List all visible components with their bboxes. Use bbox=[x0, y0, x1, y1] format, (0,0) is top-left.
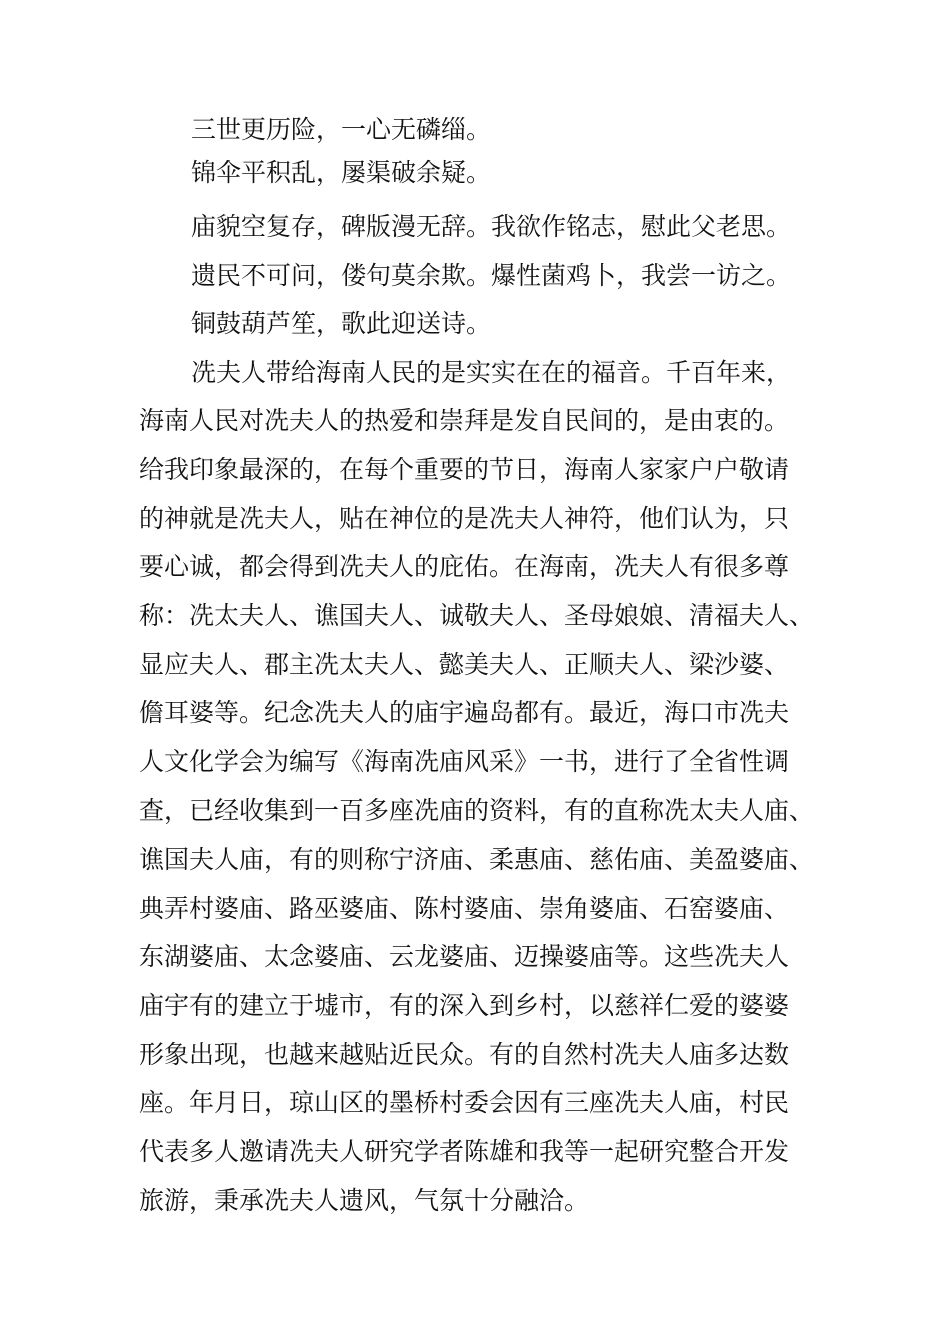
paragraph-line: 查，已经收集到一百多座冼庙的资料，有的直称冼太夫人庙、 bbox=[139, 796, 815, 825]
paragraph-line: 显应夫人、郡主冼太夫人、懿美夫人、正顺夫人、梁沙婆、 bbox=[139, 650, 790, 679]
paragraph-line: 的神就是冼夫人，贴在神位的是冼夫人神符，他们认为，只 bbox=[139, 504, 790, 533]
poem-line: 庙貌空复存，碑版漫无辞。我欲作铭志，慰此父老思。 bbox=[191, 212, 792, 241]
paragraph-line: 要心诚，都会得到冼夫人的庇佑。在海南，冼夫人有很多尊 bbox=[139, 552, 790, 581]
paragraph-line: 形象出现，也越来越贴近民众。有的自然村冼夫人庙多达数 bbox=[139, 1040, 790, 1069]
paragraph-line: 庙宇有的建立于墟市，有的深入到乡村，以慈祥仁爱的婆婆 bbox=[139, 991, 790, 1020]
paragraph-line: 典弄村婆庙、路巫婆庙、陈村婆庙、崇角婆庙、石窑婆庙、 bbox=[139, 894, 790, 923]
paragraph-line: 海南人民对冼夫人的热爱和崇拜是发自民间的，是由衷的。 bbox=[139, 406, 790, 435]
poem-line: 锦伞平积乱，屡渠破余疑。 bbox=[191, 158, 492, 187]
paragraph-line: 座。年月日，琼山区的墨桥村委会因有三座冼夫人庙，村民 bbox=[139, 1088, 790, 1117]
paragraph-line: 给我印象最深的，在每个重要的节日，海南人家家户户敬请 bbox=[139, 455, 790, 484]
paragraph-line: 称：冼太夫人、谯国夫人、诚敬夫人、圣母娘娘、清福夫人、 bbox=[139, 601, 815, 630]
paragraph-line: 冼夫人带给海南人民的是实实在在的福音。千百年来， bbox=[191, 358, 792, 387]
paragraph-line: 旅游，秉承冼夫人遗风，气氛十分融洽。 bbox=[139, 1186, 590, 1215]
paragraph-line: 东湖婆庙、太念婆庙、云龙婆庙、迈操婆庙等。这些冼夫人 bbox=[139, 942, 790, 971]
poem-line: 遗民不可问，偻句莫余欺。爆性菌鸡卜，我尝一访之。 bbox=[191, 261, 792, 290]
poem-line: 铜鼓葫芦笙，歌此迎送诗。 bbox=[191, 309, 492, 338]
paragraph-line: 儋耳婆等。纪念冼夫人的庙宇遍岛都有。最近，海口市冼夫 bbox=[139, 698, 790, 727]
paragraph-line: 谯国夫人庙，有的则称宁济庙、柔惠庙、慈佑庙、美盈婆庙、 bbox=[139, 845, 815, 874]
poem-line: 三世更历险，一心无磷缁。 bbox=[191, 115, 492, 144]
paragraph-line: 代表多人邀请冼夫人研究学者陈雄和我等一起研究整合开发 bbox=[139, 1137, 790, 1166]
paragraph-line: 人文化学会为编写《海南冼庙风采》一书，进行了全省性调 bbox=[139, 747, 790, 776]
